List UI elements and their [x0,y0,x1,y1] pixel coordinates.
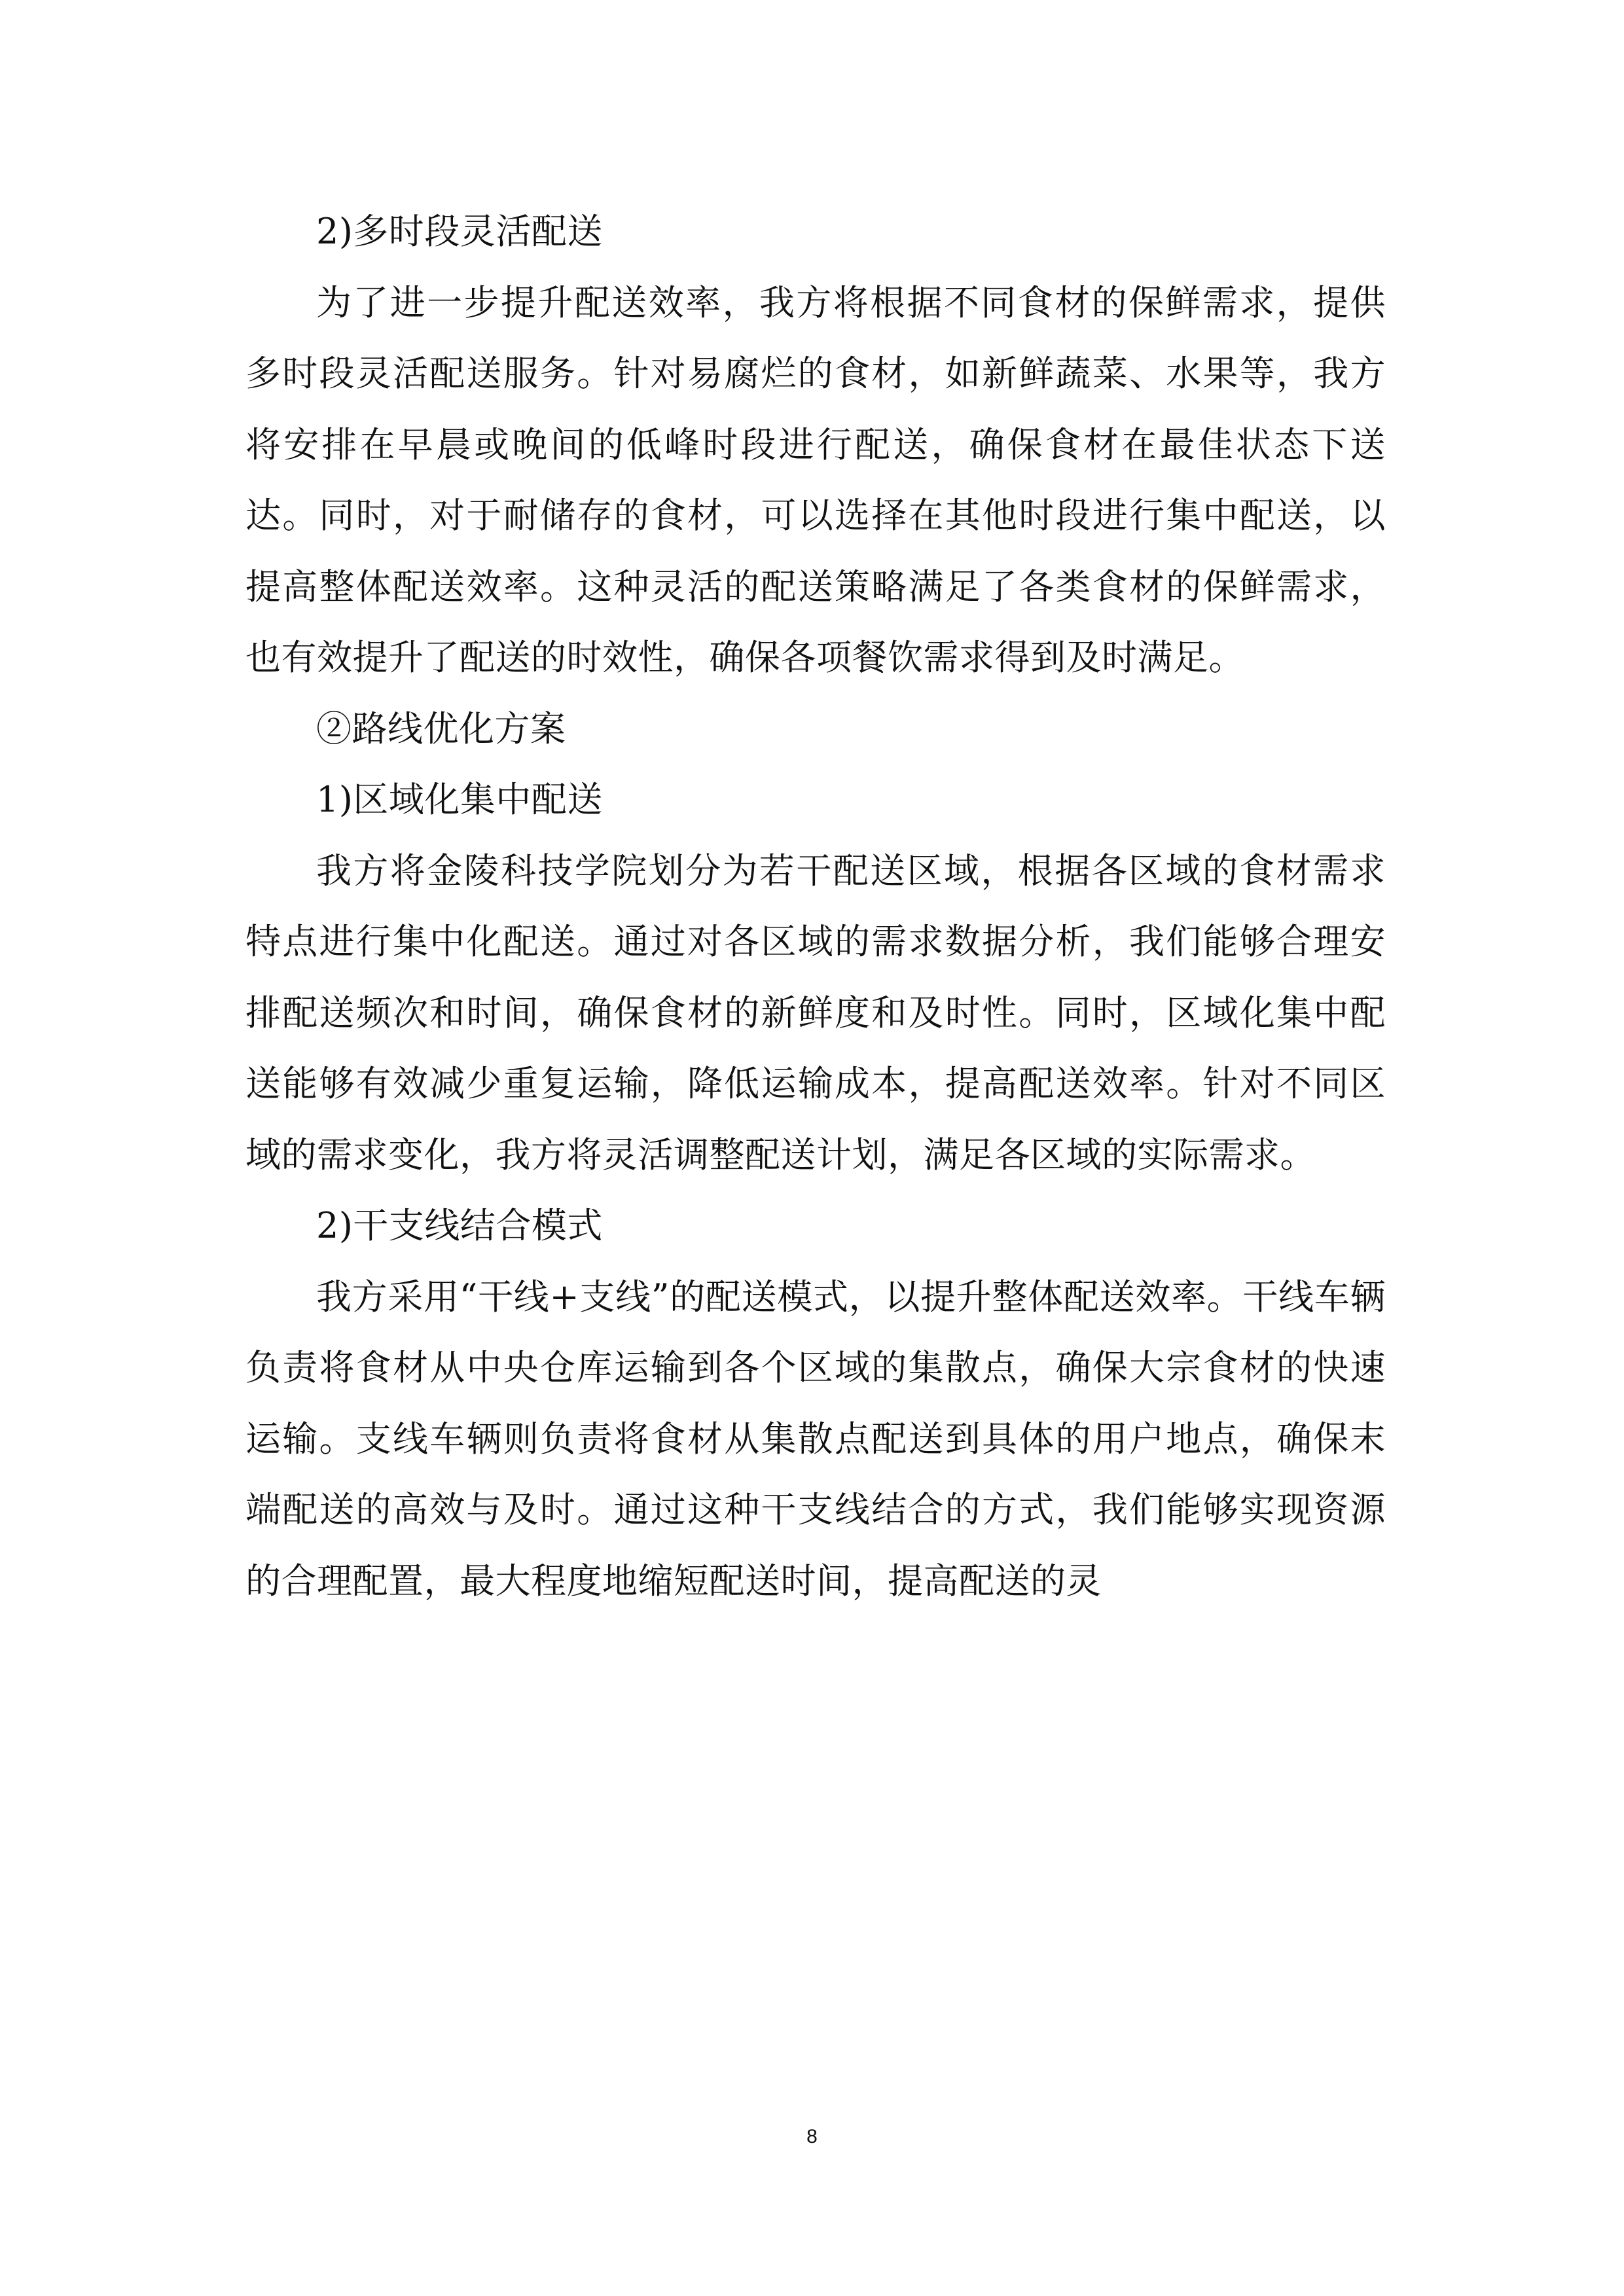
paragraph-multi-period-delivery: 为了进一步提升配送效率，我方将根据不同食材的保鲜需求，提供多时段灵活配送服务。针对易腐烂的食材，如新鲜蔬菜、水果等，我方将安排在早晨或晚间的低峰时段进行配送，确保食材在最佳状态下送达。同时，对于耐储存的食材，可以选择在其他时段进行集中配送，以提高整体配送效率。这种灵活的配送策略满足了各类食材的保鲜需求，也有效提升了配送的时效性，确保各项餐饮需求得到及时满足。 [245,281,1386,678]
document-body [245,196,1386,1617]
paragraph-regional-delivery: 我方将金陵科技学院划分为若干配送区域，根据各区域的食材需求特点进行集中化配送。通过对各区域的需求数据分析，我们能够合理安排配送频次和时间，确保食材的新鲜度和及时性。同时，区域化集中配送能够有效减少重复运输，降低运输成本，提高配送效率。针对不同区域的需求变化，我方将灵活调整配送计划，满足各区域的实际需求。 [245,850,1386,1175]
subheading-trunk-branch-mode: 2)干支线结合模式 [316,1205,603,1246]
section-heading-route-optimization: ②路线优化方案 [316,708,566,749]
page-number: 8 [806,2126,818,2147]
paragraph-trunk-branch-mode: 我方采用“干线+支线”的配送模式，以提升整体配送效率。干线车辆负责将食材从中央仓库运输到各个区域的集散点，确保大宗食材的快速运输。支线车辆则负责将食材从集散点配送到具体的用户地点，确保末端配送的高效与及时。通过这种干支线结合的方式，我们能够实现资源的合理配置，最大程度地缩短配送时间，提高配送的灵 [245,1276,1386,1602]
subheading-multi-period-delivery: 2)多时段灵活配送 [316,211,603,252]
subheading-regional-delivery: 1)区域化集中配送 [316,779,603,820]
